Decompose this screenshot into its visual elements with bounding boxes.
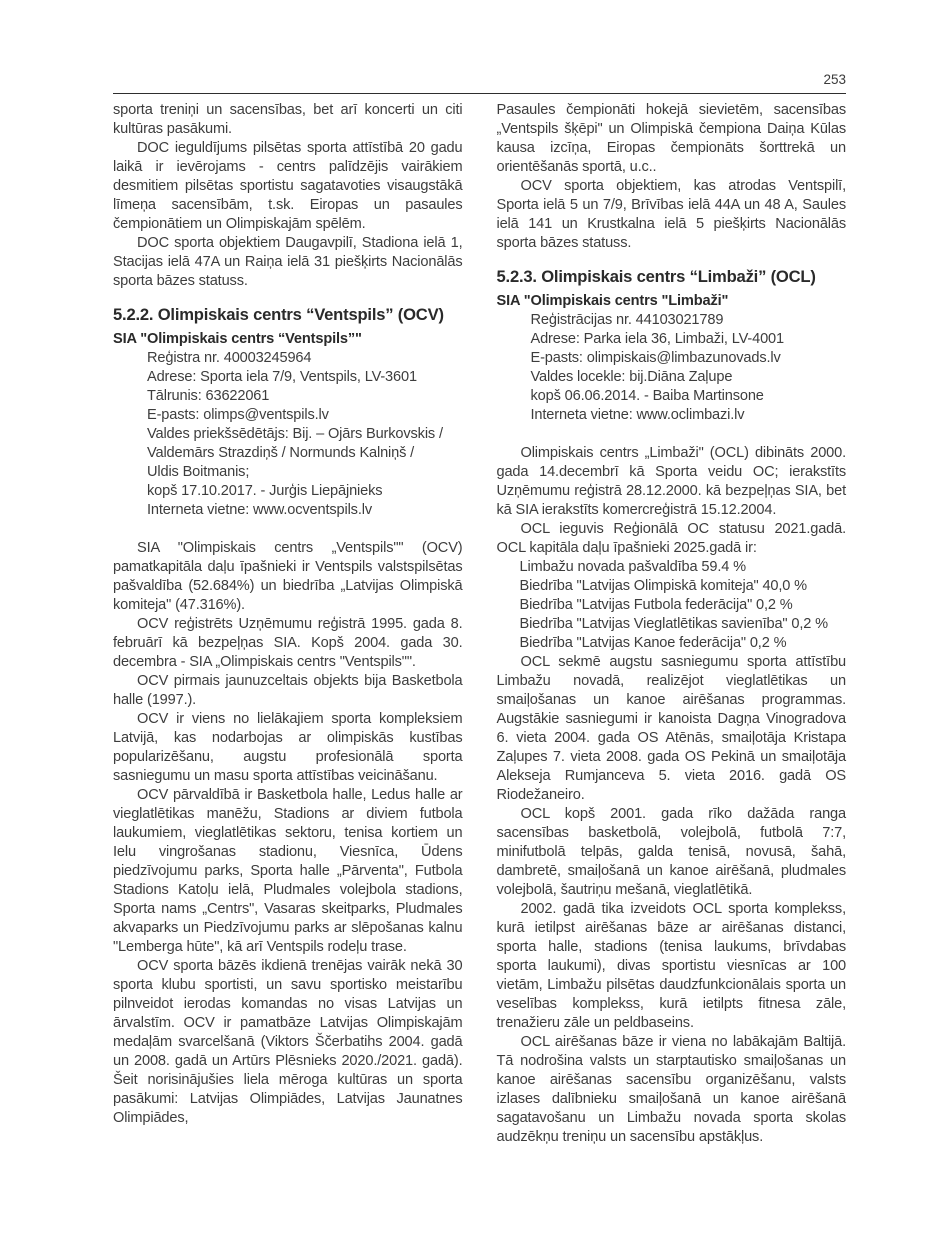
paragraph: OCV sporta bāzēs ikdienā trenējas vairāk nekā 30 sporta klubu sportisti, un savu sportisko meistarību pilnveidot ierodas komandas no visas Latvijas un ārvalstīm. OCV ir pamatbāze Latvijas Olimpiskajām medaļām svarcelšanā (Viktors Ščerbatihs 2004. gadā un 2008. gadā un Artūrs Plēsnieks 2020./2021. gadā). Šeit norisinājušies liela mēroga kultūras un sporta pasākumi: Latvijas Olimpiādes, Latvijas Jaunatnes Olimpiādes,: [113, 958, 463, 1126]
company-details: [531, 311, 847, 425]
section-heading-limbazi: 5.2.3. Olimpiskais centrs “Limbaži” (OCL): [496, 267, 816, 286]
company-name: SIA "Olimpiskais centrs "Limbaži": [496, 293, 729, 309]
paragraph: 2002. gadā tika izveidots OCL sporta komplekss, kurā ietilpst airēšanas bāze ar airēšanas distanci, sporta halle, stadions (tenisa laukums, brīvdabas sporta laukumi), divas sportistu viesnīcas ar 100 vietām, Limbažu pilsētas daudzfunkcionālais sporta un veselības komplekss, kurā ietilpts fitnesa zāle, trenažieru zāle un peldbaseins.: [496, 901, 846, 1031]
detail-line: Reģistrācijas nr. 44103021789: [530, 312, 724, 328]
detail-line: kopš 06.06.2014. - Baiba Martinsone: [530, 388, 764, 404]
detail-line: Adrese: Parka iela 36, Limbaži, LV-4001: [530, 331, 784, 347]
shareholder-line: Biedrība "Latvijas Futbola federācija" 0,2 %: [519, 597, 793, 613]
two-column-layout: [113, 101, 846, 1147]
detail-line: Adrese: Sporta iela 7/9, Ventspils, LV-3601: [147, 369, 417, 385]
detail-line: Valdes priekšsēdētājs: Bij. – Ojārs Burkovskis /: [147, 426, 443, 442]
paragraph: OCL airēšanas bāze ir viena no labākajām Baltijā. Tā nodrošina valsts un starptautisko smaiļošanas un kanoe airēšanas sacensību organizēšanu, valsts izlases dalībnieku smaiļošanā un kanoe airēšanā sagatavošanu un Limbažu novada sporta skolas audzēkņu treniņu un sacensību apstākļus.: [496, 1034, 846, 1145]
detail-line: Interneta vietne: www.oclimbazi.lv: [530, 407, 745, 423]
detail-line: Uldis Boitmanis;: [147, 464, 250, 480]
page-content: [113, 72, 846, 1147]
paragraph: DOC sporta objektiem Daugavpilī, Stadiona ielā 1, Stacijas ielā 47A un Raiņa ielā 31 piešķirts Nacionālās sporta bāzes statuss.: [113, 235, 463, 289]
shareholder-list: [520, 558, 847, 653]
detail-line: Valdes locekle: bij.Diāna Zaļupe: [530, 369, 733, 385]
detail-line: Reģistra nr. 40003245964: [147, 350, 312, 366]
detail-line: kopš 17.10.2017. - Jurģis Liepājnieks: [147, 483, 383, 499]
shareholder-line: Limbažu novada pašvaldība 59.4 %: [519, 559, 746, 575]
company-name: SIA "Olimpiskais centrs “Ventspils”": [113, 331, 362, 347]
shareholder-line: Biedrība "Latvijas Vieglatlētikas savienība" 0,2 %: [519, 616, 828, 632]
paragraph: OCL sekmē augstu sasniegumu sporta attīstību Limbažu novadā, realizējot vieglatlētikas un smaiļošanas un kanoe airēšanas programmas. Augstākie sasniegumi ir kanoista Dagņa Vinogradova 6. vieta 2004. gada OS Atēnās, smaiļotāja Kristapa Zaļupes 7. vieta 2008. gada OS Pekinā un smaiļotāja Alekseja Rumjanceva 5. vieta 2016. gadā OS Riodežaneiro.: [496, 654, 846, 803]
detail-line: E-pasts: olimpiskais@limbazunovads.lv: [530, 350, 781, 366]
paragraph: sporta treniņi un sacensības, bet arī koncerti un citi kultūras pasākumi.: [113, 102, 463, 137]
paragraph: OCL kopš 2001. gada rīko dažāda ranga sacensības basketbolā, volejbolā, futbolā 7:7, minifutbolā telpās, galda tenisā, novusā, šahā, dambretē, smaiļošanā un kanoe airēšanā, pludmales volejbolā, šautriņu mešanā, vieglatlētikā.: [496, 806, 846, 898]
detail-line: Valdemārs Strazdiņš / Normunds Kalniņš /: [147, 445, 415, 461]
shareholder-line: Biedrība "Latvijas Kanoe federācija" 0,2 %: [519, 635, 787, 651]
paragraph: DOC ieguldījums pilsētas sporta attīstībā 20 gadu laikā ir ievērojams - centrs palīdzējis vairākiem desmitiem pilsētas sportistu sagatavoties visaugstākā līmeņa sacensībām, t.sk. Eiropas un pasaules čempionātiem un Olimpiskajām spēlēm.: [113, 140, 463, 232]
page-number: 253: [823, 72, 846, 87]
paragraph: Olimpiskais centrs „Limbaži" (OCL) dibināts 2000. gada 14.decembrī kā Sporta veidu OC; ierakstīts Uzņēmumu reģistrā 28.12.2000. kā bezpeļņas SIA, bet kā SIA ierakstīts komercreģistrā 15.12.2004.: [496, 445, 846, 518]
right-column: [497, 101, 847, 1147]
paragraph: OCV pārvaldībā ir Basketbola halle, Ledus halle ar vieglatlētikas manēžu, Stadions ar diviem futbola laukumiem, vieglatlētikas sektoru, tenisa kortiem un Ielu vingrošanas stadionu, Viesnīca, Ūdens piedzīvojumu parks, Sporta halle „Pārventa", Futbola Stadions Katoļu ielā, Pludmales volejbola stadions, Sporta nams „Centrs", Vasaras skeitparks, Pludmales akvaparks un Piedzīvojumu parks ar slēpošanas kalnu "Lemberga hūte", kā arī Ventspils rodeļu trase.: [113, 787, 463, 955]
paragraph: OCV ir viens no lielākajiem sporta kompleksiem Latvijā, kas nodarbojas ar olimpiskās kustības popularizēšanu, augstu profesionālā sporta sasniegumu un masu sporta attīstības veicināšanu.: [113, 711, 463, 784]
paragraph: OCV sporta objektiem, kas atrodas Ventspilī, Sporta ielā 5 un 7/9, Brīvības ielā 44A un 48 A, Saules ielā 141 un Krustkalna ielā 5 piešķirts Nacionālās sporta bāzes statuss.: [496, 178, 846, 251]
shareholder-line: Biedrība "Latvijas Olimpiskā komiteja" 40,0 %: [519, 578, 808, 594]
paragraph: OCV pirmais jaunuzceltais objekts bija Basketbola halle (1997.).: [113, 673, 463, 708]
paragraph: OCV reģistrēts Uzņēmumu reģistrā 1995. gada 8. februārī kā bezpeļņas SIA. Kopš 2004. gada 30. decembra - SIA „Olimpiskais centrs "Ventspils"".: [113, 616, 463, 670]
paragraph: SIA "Olimpiskais centrs „Ventspils"" (OCV) pamatkapitāla daļu īpašnieki ir Ventspils valstspilsētas pašvaldība (52.684%) un biedrība „Latvijas Olimpiskā komiteja" (47.316%).: [113, 540, 463, 613]
paragraph: Pasaules čempionāti hokejā sievietēm, sacensības „Ventspils šķēpi" un Olimpiskā čempiona Daiņa Kūlas kausa izcīņa, Eiropas čempionāts šorttrekā un orientēšanās sportā, u.c..: [496, 102, 846, 175]
detail-line: Interneta vietne: www.ocventspils.lv: [147, 502, 372, 518]
left-column: [113, 101, 463, 1147]
detail-line: Tālrunis: 63622061: [147, 388, 270, 404]
section-heading-ventspils: 5.2.2. Olimpiskais centrs “Ventspils” (OCV): [113, 305, 444, 324]
company-details: [147, 349, 463, 520]
top-rule: [113, 93, 846, 94]
paragraph: OCL ieguvis Reģionālā OC statusu 2021.gadā. OCL kapitāla daļu īpašnieki 2025.gadā ir:: [496, 521, 846, 556]
detail-line: E-pasts: olimps@ventspils.lv: [147, 407, 329, 423]
